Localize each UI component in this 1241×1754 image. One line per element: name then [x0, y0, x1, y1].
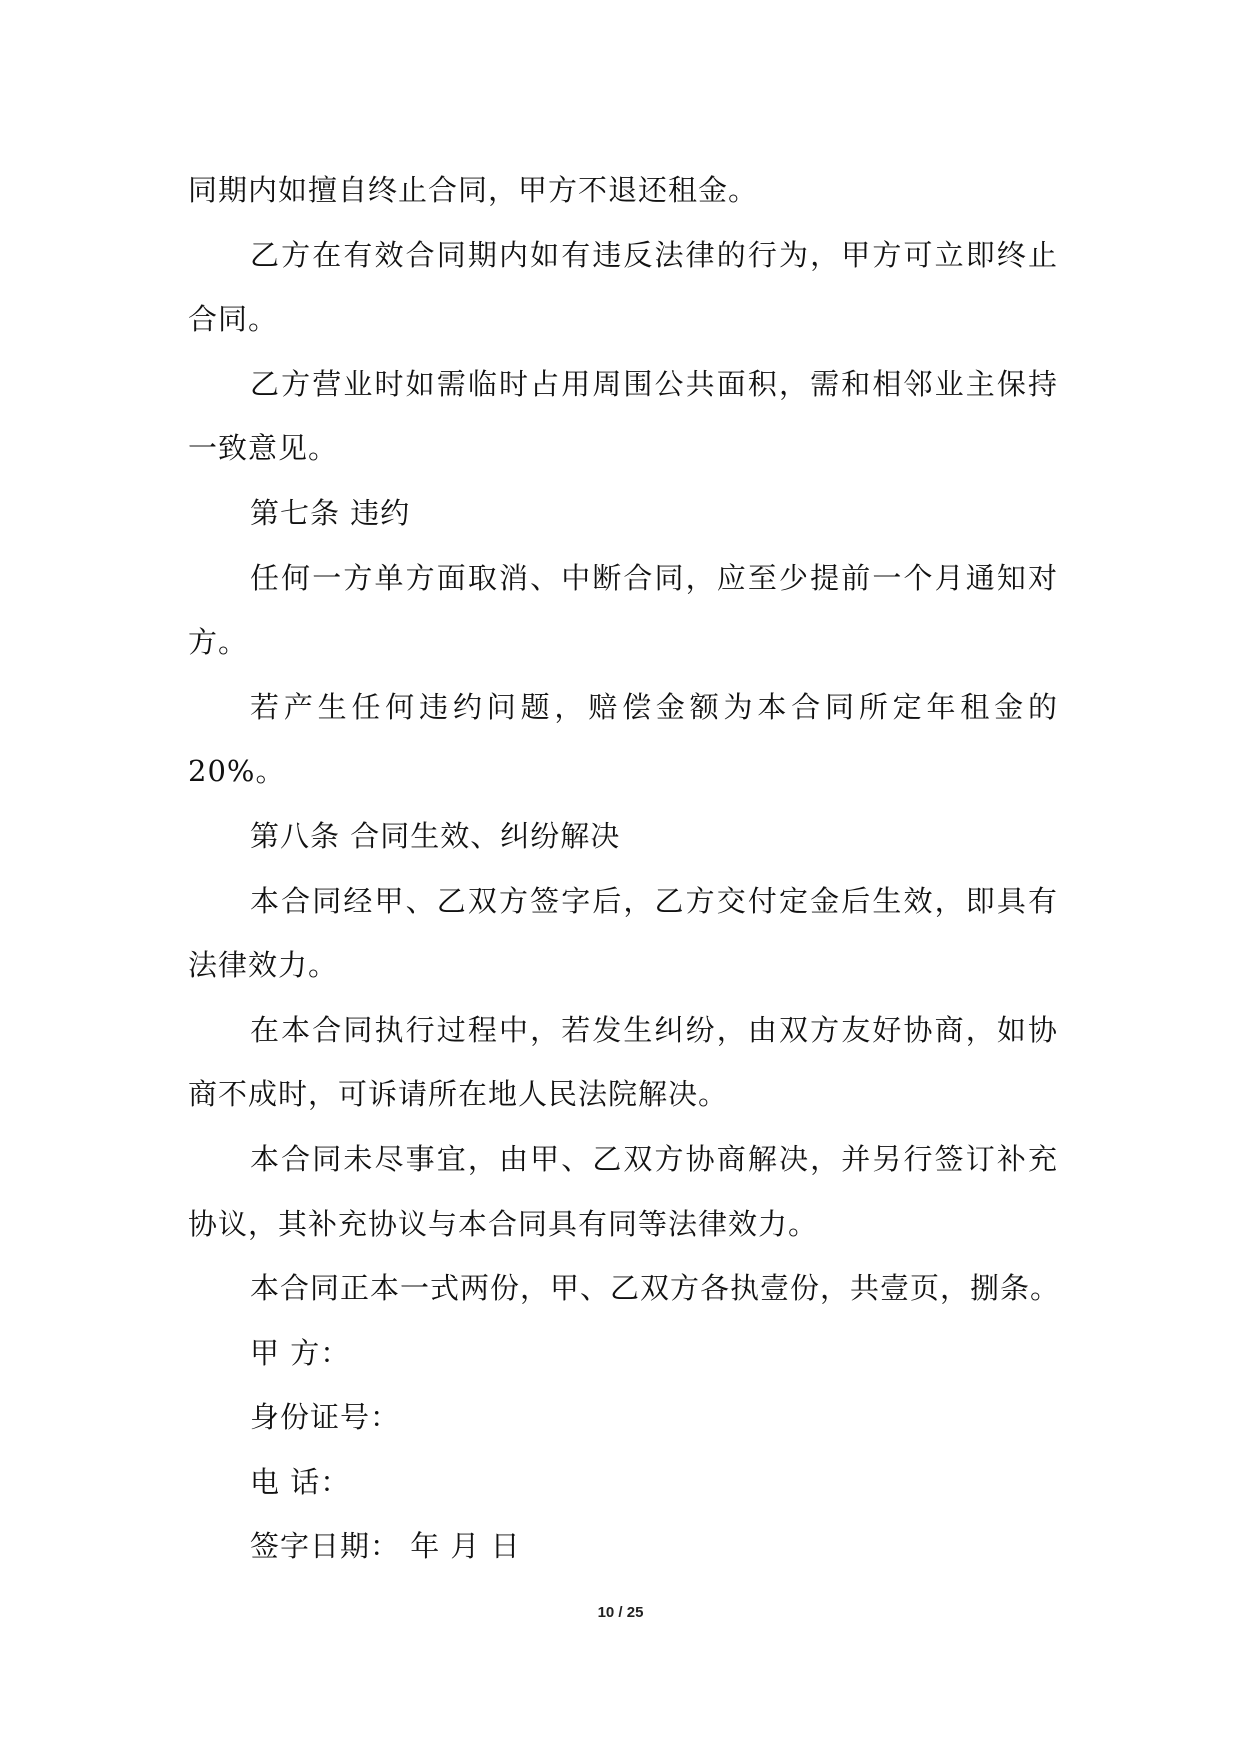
text-line: 方。 [188, 625, 249, 660]
text-line: 任何一方单方面取消、中断合同，应至少提前一个月通知对 [250, 560, 1058, 595]
text-line: 乙方营业时如需临时占用周围公共面积，需和相邻业主保持 [250, 366, 1058, 401]
text-line: 合同。 [188, 302, 279, 337]
signature-field-id-number: 身份证号： [250, 1400, 401, 1435]
document-body [188, 158, 1061, 1579]
text-line: 一致意见。 [188, 431, 339, 466]
text-line: 20%。 [188, 754, 286, 789]
text-line: 本合同未尽事宜，由甲、乙双方协商解决，并另行签订补充 [250, 1141, 1058, 1176]
text-line: 同期内如擅自终止合同，甲方不退还租金。 [188, 173, 759, 207]
section-heading: 第八条 合同生效、纠纷解决 [250, 818, 621, 853]
section-heading: 第七条 违约 [250, 495, 411, 530]
text-line: 本合同正本一式两份，甲、乙双方各执壹份，共壹页，捌条。 [250, 1271, 1061, 1306]
text-line: 在本合同执行过程中，若发生纠纷，由双方友好协商，如协 [250, 1012, 1058, 1047]
page-number: 10 / 25 [597, 1604, 644, 1621]
text-line: 本合同经甲、乙双方签字后，乙方交付定金后生效，即具有 [250, 883, 1058, 918]
text-line: 商不成时，可诉请所在地人民法院解决。 [188, 1077, 729, 1112]
text-line: 若产生任何违约问题，赔偿金额为本合同所定年租金的 [250, 689, 1058, 724]
signature-field-date: 签字日期： 年 月 日 [250, 1529, 521, 1564]
signature-field-party-a: 甲 方： [250, 1335, 351, 1370]
signature-field-phone: 电 话： [250, 1464, 351, 1499]
text-line: 乙方在有效合同期内如有违反法律的行为，甲方可立即终止 [250, 237, 1058, 272]
text-line: 协议，其补充协议与本合同具有同等法律效力。 [188, 1206, 819, 1241]
text-line: 法律效力。 [188, 948, 339, 983]
